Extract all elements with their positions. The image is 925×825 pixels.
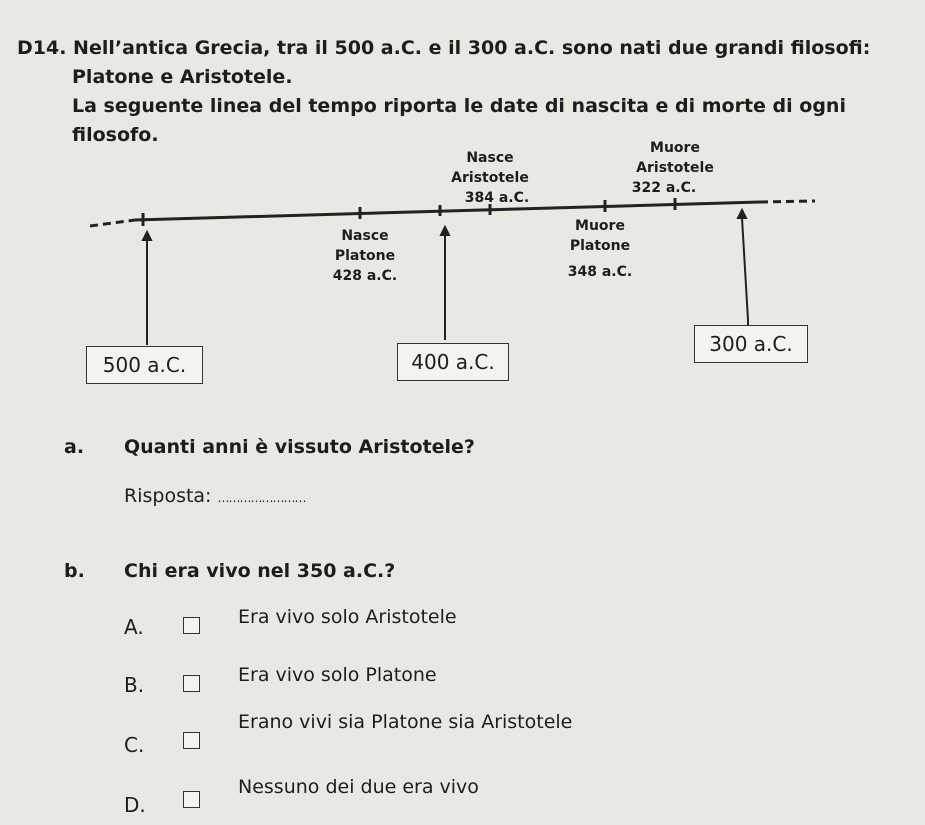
aristotle-death-label-line2: Aristotele xyxy=(636,160,714,176)
option-d-text: Nessuno dei due era vivo xyxy=(238,776,479,798)
answer-field[interactable]: …………………… xyxy=(217,491,306,505)
option-a-letter: A. xyxy=(124,615,144,639)
plato-death-label-line1: Muore xyxy=(575,218,625,234)
option-d-letter: D. xyxy=(124,793,146,817)
question-subtitle: Platone e Aristotele. xyxy=(72,66,293,88)
date-box-300: 300 a.C. xyxy=(694,325,808,363)
question-title: D14. Nell’antica Grecia, tra il 500 a.C. e il 300 a.C. sono nati due grandi filosofi: xyxy=(17,37,871,59)
option-c-checkbox[interactable] xyxy=(183,732,200,749)
plato-birth-label-line3: 428 a.C. xyxy=(332,268,398,284)
aristotle-birth-label-line2: Aristotele xyxy=(451,170,529,186)
timeline-description: La seguente linea del tempo riporta le date di nascita e di morte di ogni filosofo. xyxy=(72,95,846,146)
plato-birth-label-line1: Nasce xyxy=(341,228,389,244)
answer-label: Risposta: xyxy=(124,485,212,507)
question-b-letter: b. xyxy=(64,560,85,582)
option-b-checkbox[interactable] xyxy=(183,675,200,692)
aristotle-death-label-line3: 322 a.C. xyxy=(631,180,697,196)
option-c-text: Erano vivi sia Platone sia Aristotele xyxy=(238,711,573,733)
plato-death-label-line3: 348 a.C. xyxy=(567,264,633,280)
question-a-text: Quanti anni è vissuto Aristotele? xyxy=(124,436,475,458)
date-box-400: 400 a.C. xyxy=(397,343,509,381)
question-b-text: Chi era vivo nel 350 a.C.? xyxy=(124,560,396,582)
option-b-letter: B. xyxy=(124,673,145,697)
question-a-letter: a. xyxy=(64,436,85,458)
plato-death-label-line2: Platone xyxy=(569,238,631,254)
aristotle-birth-label-line3: 384 a.C. xyxy=(464,190,530,206)
date-box-500: 500 a.C. xyxy=(86,346,203,384)
aristotle-birth-label-line1: Nasce xyxy=(466,150,514,166)
plato-birth-label-line2: Platone xyxy=(334,248,396,264)
option-d-checkbox[interactable] xyxy=(183,791,200,808)
option-c-letter: C. xyxy=(124,733,145,757)
option-a-checkbox[interactable] xyxy=(183,617,200,634)
option-b-text: Era vivo solo Platone xyxy=(238,664,437,686)
option-a-text: Era vivo solo Aristotele xyxy=(238,606,457,628)
aristotle-death-label-line1: Muore xyxy=(650,140,700,156)
